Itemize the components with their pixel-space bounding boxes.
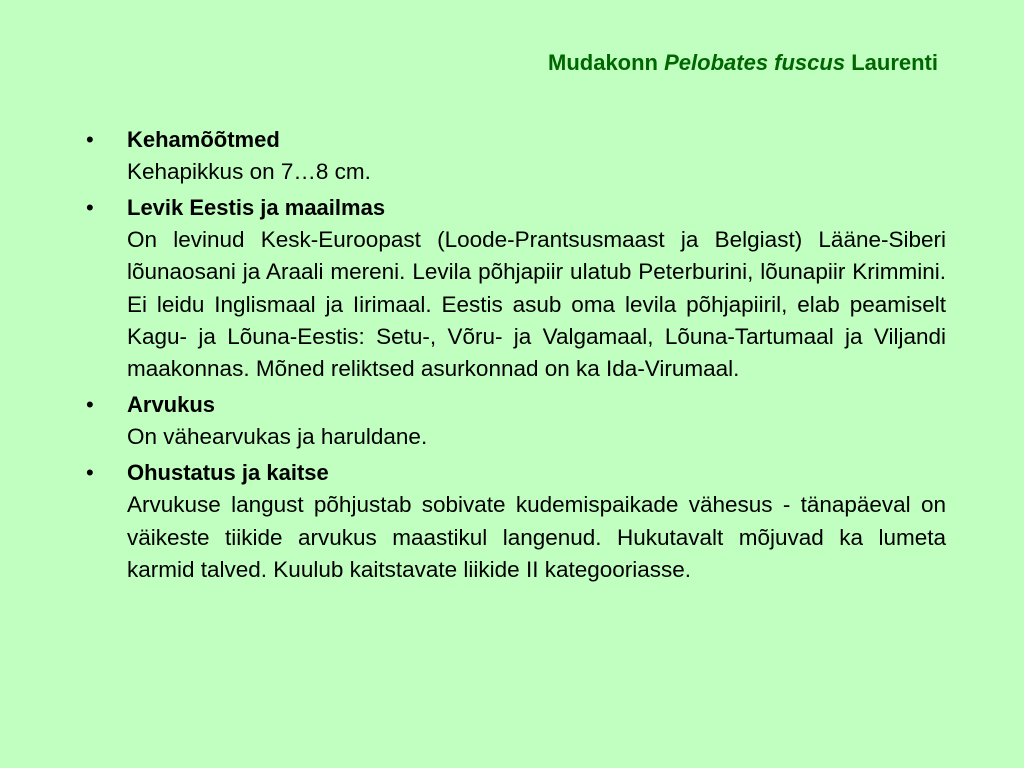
title-author: Laurenti xyxy=(851,50,938,75)
section-text: Kehapikkus on 7…8 cm. xyxy=(127,159,371,184)
section-body-size xyxy=(86,124,946,192)
section-abundance xyxy=(86,389,946,457)
bullet-icon: • xyxy=(86,127,94,152)
bullet-icon: • xyxy=(86,195,94,221)
section-text: Arvukuse langust põhjustab sobivate kudemispaikade vähesus - tänapäeval on väikeste tiikide arvukus maastikul langenud. Hukutavalt mõjuvad ka lumeta karmid talved. Kuulub kaitstavate liikide II kategooriasse. xyxy=(127,492,946,582)
slide-title xyxy=(548,50,938,76)
section-text: On levinud Kesk-Euroopast (Loode-Prantsusmaast ja Belgiast) Lääne-Siberi lõunaosani ja Araali mereni. Levila põhjapiir ulatub Peterburini, lõunapiir Krimmini. Ei leidu Inglismaal ja Iirimaal. Eestis asub oma levila põhjapiiril, elab peamiselt Kagu- ja Lõuna-Eestis: Setu-, Võru- ja Valgamaal, Lõuna-Tartumaal ja Viljandi maakonnas. Mõned reliktsed asurkonnad on ka Ida-Virumaal. xyxy=(127,227,946,382)
bullet-icon: • xyxy=(86,392,94,418)
section-heading: Levik Eestis ja maailmas xyxy=(127,195,386,221)
bullet-icon: • xyxy=(86,460,94,486)
title-common-name: Mudakonn xyxy=(548,50,658,75)
section-text: On vähearvukas ja haruldane. xyxy=(127,424,428,450)
section-threats-protection xyxy=(86,457,946,590)
section-heading: Ohustatus ja kaitse xyxy=(127,460,329,486)
slide-content xyxy=(86,124,946,590)
section-heading: Arvukus xyxy=(127,392,216,418)
title-latin-name: Pelobates fuscus xyxy=(664,50,846,75)
section-distribution xyxy=(86,192,946,389)
section-heading: Kehamõõtmed xyxy=(127,127,280,152)
